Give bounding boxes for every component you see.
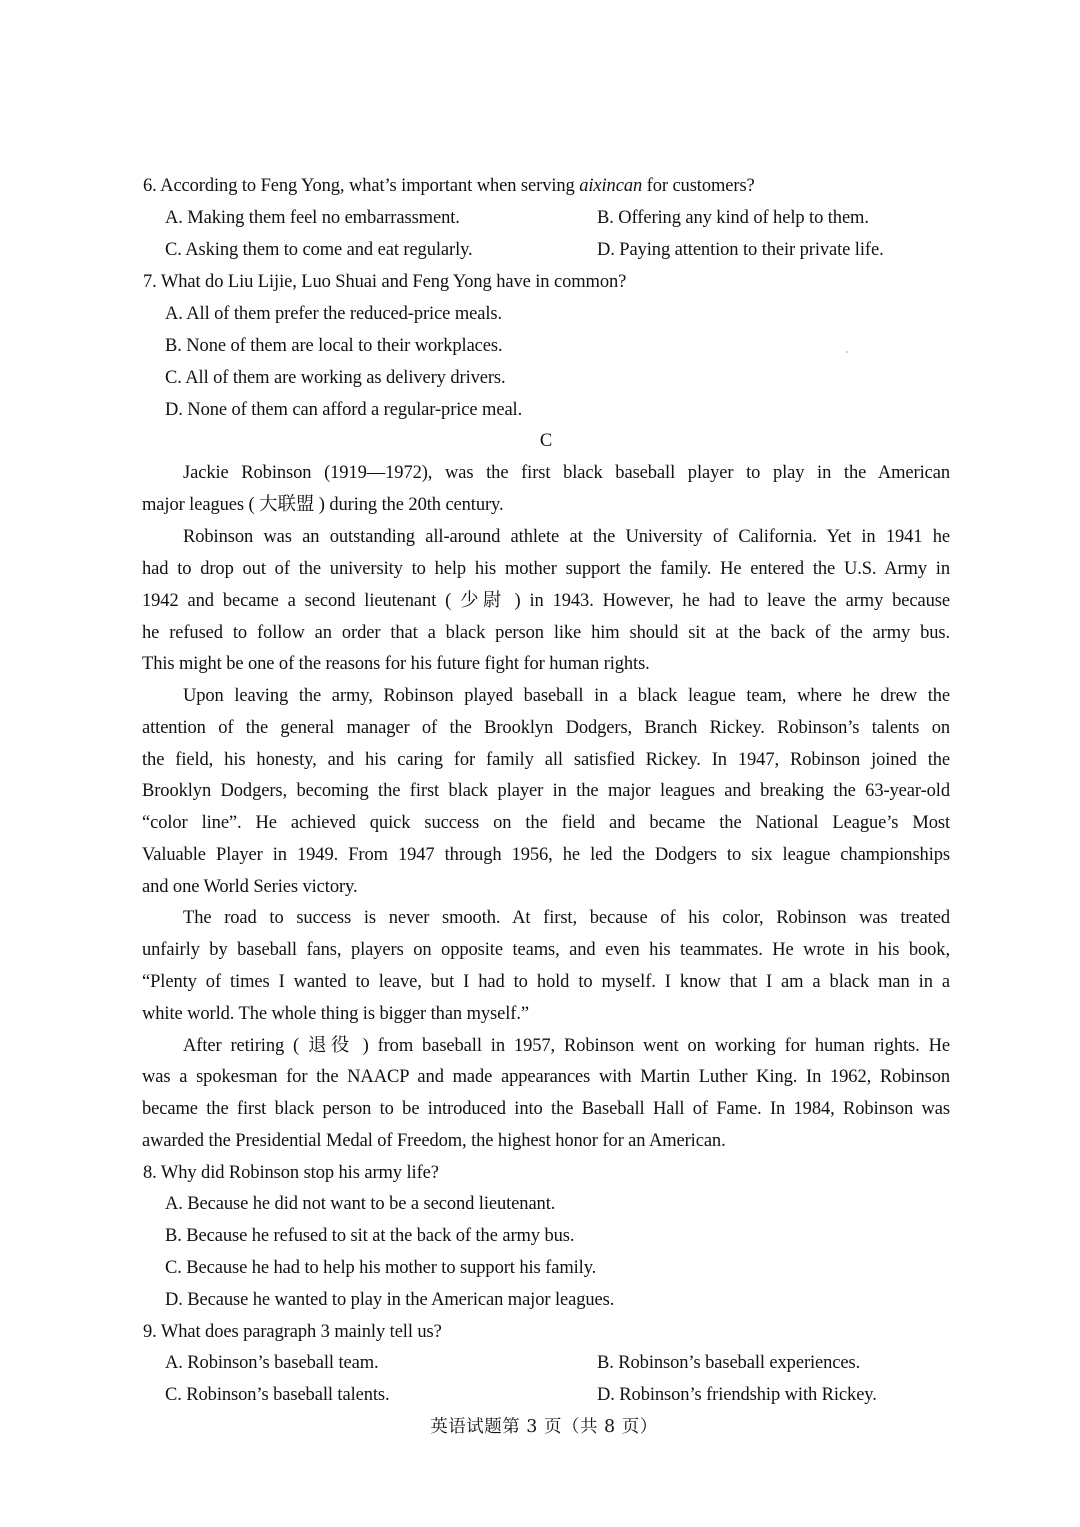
question-9-option-b: B. Robinson’s baseball experiences. <box>597 1353 861 1373</box>
page-footer: 英语试题第 3 页（共 8 页） <box>430 1417 658 1437</box>
question-7-stem: 7. What do Liu Lijie, Luo Shuai and Feng Yong have in common? <box>143 272 627 292</box>
scan-speck <box>846 351 848 353</box>
question-8-option-b: B. Because he refused to sit at the back of the army bus. <box>165 1226 575 1246</box>
paragraph-2-line-3: 1942 and became a second lieutenant ( 少尉 ) in 1943. However, he had to leave the army because <box>142 591 950 611</box>
paragraph-2-line-4: he refused to follow an order that a black person like him should sit at the back of the army bus. <box>142 623 950 643</box>
paragraph-2-line-2: had to drop out of the university to help his mother support the family. He entered the U.S. Army in <box>142 559 950 579</box>
question-6-option-c: C. Asking them to come and eat regularly. <box>165 240 473 260</box>
paragraph-3-line-4: Brooklyn Dodgers, becoming the first black player in the major leagues and breaking the 63-year-old <box>142 781 950 801</box>
paragraph-3-line-1: Upon leaving the army, Robinson played baseball in a black league team, where he drew the <box>183 686 950 706</box>
question-6-option-d: D. Paying attention to their private life. <box>597 240 884 260</box>
paragraph-5-line-3: became the first black person to be introduced into the Baseball Hall of Fame. In 1984, Robinson was <box>142 1099 950 1119</box>
paragraph-5-line-4: awarded the Presidential Medal of Freedom, the highest honor for an American. <box>142 1131 726 1151</box>
paragraph-4-line-3: “Plenty of times I wanted to leave, but I had to hold to myself. I know that I am a black man in a <box>142 972 950 992</box>
paragraph-3-line-5: “color line”. He achieved quick success on the field and became the National League’s Most <box>142 813 950 833</box>
question-7-option-b: B. None of them are local to their workplaces. <box>165 336 503 356</box>
question-6-italic-term: aixincan <box>579 176 643 196</box>
paragraph-4-line-1: The road to success is never smooth. At first, because of his color, Robinson was treated <box>183 908 950 928</box>
question-7-option-c: C. All of them are working as delivery drivers. <box>165 368 506 388</box>
paragraph-1-line-1: Jackie Robinson (1919—1972), was the first black baseball player to play in the American <box>183 463 950 483</box>
question-8-option-a: A. Because he did not want to be a second lieutenant. <box>165 1194 556 1214</box>
paragraph-3-line-6: Valuable Player in 1949. From 1947 through 1956, he led the Dodgers to six league championships <box>142 845 950 865</box>
question-6-option-a: A. Making them feel no embarrassment. <box>165 208 460 228</box>
paragraph-5-line-2: was a spokesman for the NAACP and made appearances with Martin Luther King. In 1962, Robinson <box>142 1067 950 1087</box>
question-8-option-d: D. Because he wanted to play in the American major leagues. <box>165 1290 615 1310</box>
question-7-option-d: D. None of them can afford a regular-price meal. <box>165 400 523 420</box>
question-9-option-d: D. Robinson’s friendship with Rickey. <box>597 1385 877 1405</box>
question-8-stem: 8. Why did Robinson stop his army life? <box>143 1163 439 1183</box>
question-9-option-c: C. Robinson’s baseball talents. <box>165 1385 390 1405</box>
question-7-option-a: A. All of them prefer the reduced-price meals. <box>165 304 502 324</box>
question-9-option-a: A. Robinson’s baseball team. <box>165 1353 379 1373</box>
question-8-option-c: C. Because he had to help his mother to support his family. <box>165 1258 597 1278</box>
question-6-stem <box>143 174 755 198</box>
paragraph-5-line-1: After retiring ( 退役 ) from baseball in 1957, Robinson went on working for human rights. He <box>183 1036 950 1056</box>
paragraph-3-line-7: and one World Series victory. <box>142 877 358 897</box>
question-6-stem-text: 6. According to Feng Yong, what’s important when serving <box>143 176 580 196</box>
paragraph-2-line-1: Robinson was an outstanding all-around athlete at the University of California. Yet in 1941 he <box>183 527 950 547</box>
passage-heading: C <box>539 431 553 451</box>
paragraph-3-line-3: the field, his honesty, and his caring for family all satisfied Rickey. In 1947, Robinson joined the <box>142 750 950 770</box>
paragraph-3-line-2: attention of the general manager of the Brooklyn Dodgers, Branch Rickey. Robinson’s talents on <box>142 718 950 738</box>
paragraph-4-line-4: white world. The whole thing is bigger than myself.” <box>142 1004 529 1024</box>
paragraph-2-line-5: This might be one of the reasons for his future fight for human rights. <box>142 654 650 674</box>
question-6-option-b: B. Offering any kind of help to them. <box>597 208 869 228</box>
question-9-stem: 9. What does paragraph 3 mainly tell us? <box>143 1322 442 1342</box>
paragraph-1-line-2: major leagues ( 大联盟 ) during the 20th century. <box>142 495 504 515</box>
question-6-stem-tail: for customers? <box>642 176 755 196</box>
paragraph-4-line-2: unfairly by baseball fans, players on opposite teams, and even his teammates. He wrote in his book, <box>142 940 950 960</box>
